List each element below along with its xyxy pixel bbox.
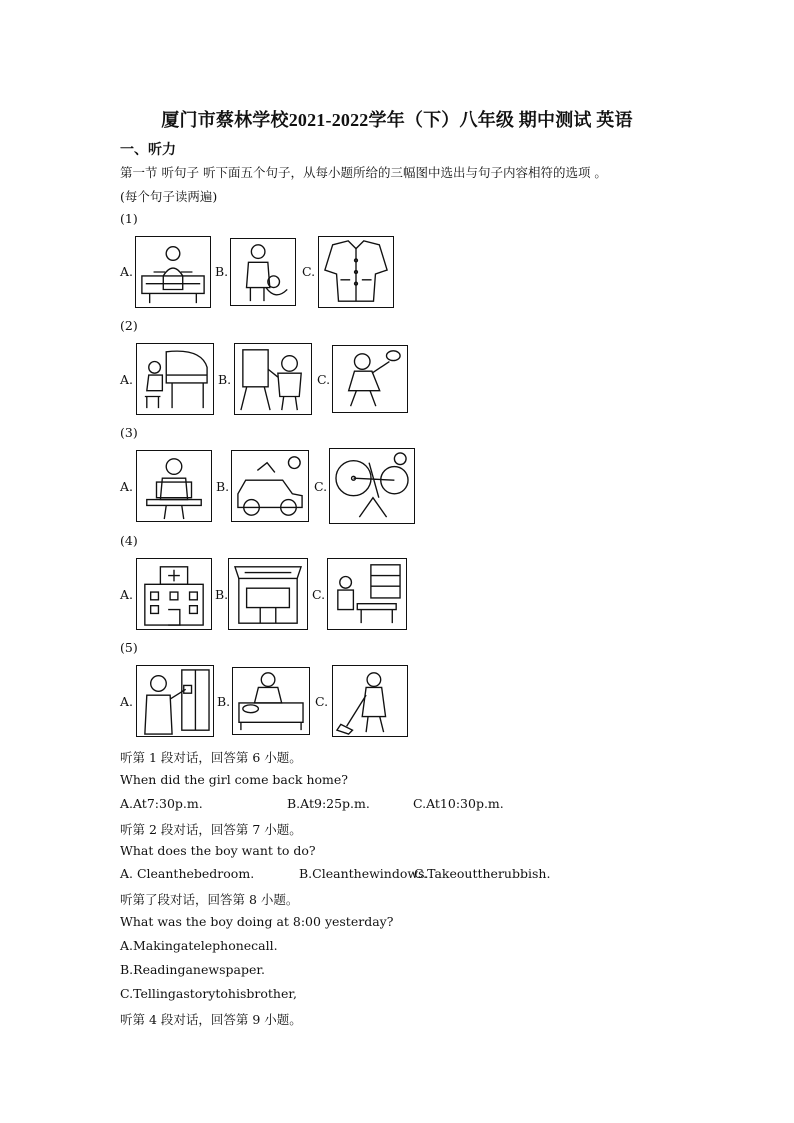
picture-options-5: [120, 663, 440, 739]
library-icon[interactable]: [327, 558, 407, 630]
choice-c[interactable]: C.At10:30p.m.: [413, 796, 504, 811]
supermarket-icon[interactable]: [228, 558, 308, 630]
choice-a[interactable]: A.Makingatelephonecall.: [120, 938, 278, 953]
dialogue-question-8: What was the boy doing at 8:00 yesterday?: [120, 914, 394, 929]
girl-making-bed-icon[interactable]: [232, 667, 310, 735]
question-number-1: (1): [120, 211, 138, 226]
picture-options-2: [120, 341, 440, 417]
question-number-2: (2): [120, 318, 138, 333]
option-letter-b: B.: [216, 479, 230, 494]
choice-c[interactable]: C.Tellingastorytohisbrother,: [120, 986, 297, 1001]
instruction-note: (每个句子读两遍): [120, 189, 218, 204]
man-fixing-bike-icon[interactable]: [329, 448, 415, 524]
option-letter-a: A.: [120, 372, 134, 387]
dialogue-intro-6: 听第 1 段对话，回答第 6 小题。: [120, 750, 302, 765]
girl-playing-piano-icon[interactable]: [136, 343, 214, 415]
option-letter-b: B.: [215, 264, 229, 279]
man-holding-baby-icon[interactable]: [230, 238, 296, 306]
picture-options-3: [120, 448, 440, 524]
woman-cleaning-window-icon[interactable]: [136, 665, 214, 737]
option-letter-c: C.: [314, 479, 328, 494]
car-with-dog-icon[interactable]: [231, 450, 309, 522]
choice-c[interactable]: C.Takeouttherubbish.: [414, 866, 551, 881]
dialogue-intro-7: 听第 2 段对话，回答第 7 小题。: [120, 822, 302, 837]
man-at-desk-icon[interactable]: [135, 236, 211, 308]
option-letter-a: A.: [120, 694, 134, 709]
girl-playing-tennis-icon[interactable]: [332, 345, 408, 413]
dialogue-question-7: What does the boy want to do?: [120, 843, 316, 858]
option-letter-b: B.: [217, 694, 231, 709]
dialogue-question-6: When did the girl come back home?: [120, 772, 348, 787]
question-number-3: (3): [120, 425, 138, 440]
option-letter-c: C.: [312, 587, 326, 602]
option-letter-c: C.: [302, 264, 316, 279]
option-letter-b: B.: [218, 372, 232, 387]
option-letter-a: A.: [120, 264, 134, 279]
picture-options-1: [120, 234, 440, 310]
choice-a[interactable]: A.At7:30p.m.: [120, 796, 203, 811]
choice-b[interactable]: B.Cleanthewindows.: [299, 866, 429, 881]
choice-b[interactable]: B.At9:25p.m.: [287, 796, 370, 811]
option-letter-c: C.: [317, 372, 331, 387]
section-heading: 一、听力: [120, 142, 176, 158]
picture-options-4: [120, 556, 440, 632]
dialogue-intro-8: 听第了段对话，回答第 8 小题。: [120, 892, 299, 907]
instruction-text: 第一节 听句子 听下面五个句子，从每小题所给的三幅图中选出与句子内容相符的选项 。: [120, 165, 607, 180]
choice-b[interactable]: B.Readinganewspaper.: [120, 962, 265, 977]
man-reading-newspaper-icon[interactable]: [136, 450, 212, 522]
girl-sweeping-floor-icon[interactable]: [332, 665, 408, 737]
question-number-4: (4): [120, 533, 138, 548]
choice-a[interactable]: A. Cleanthebedroom.: [120, 866, 255, 881]
option-letter-a: A.: [120, 587, 134, 602]
boy-painting-icon[interactable]: [234, 343, 312, 415]
hospital-icon[interactable]: [136, 558, 212, 630]
dialogue-intro-9: 听第 4 段对话，回答第 9 小题。: [120, 1012, 302, 1027]
option-letter-c: C.: [315, 694, 329, 709]
page-title: 厦门市蔡林学校2021-2022学年（下）八年级 期中测试 英语: [161, 110, 633, 130]
question-number-5: (5): [120, 640, 138, 655]
shirt-icon[interactable]: [318, 236, 394, 308]
option-letter-b: B.: [215, 587, 229, 602]
option-letter-a: A.: [120, 479, 134, 494]
